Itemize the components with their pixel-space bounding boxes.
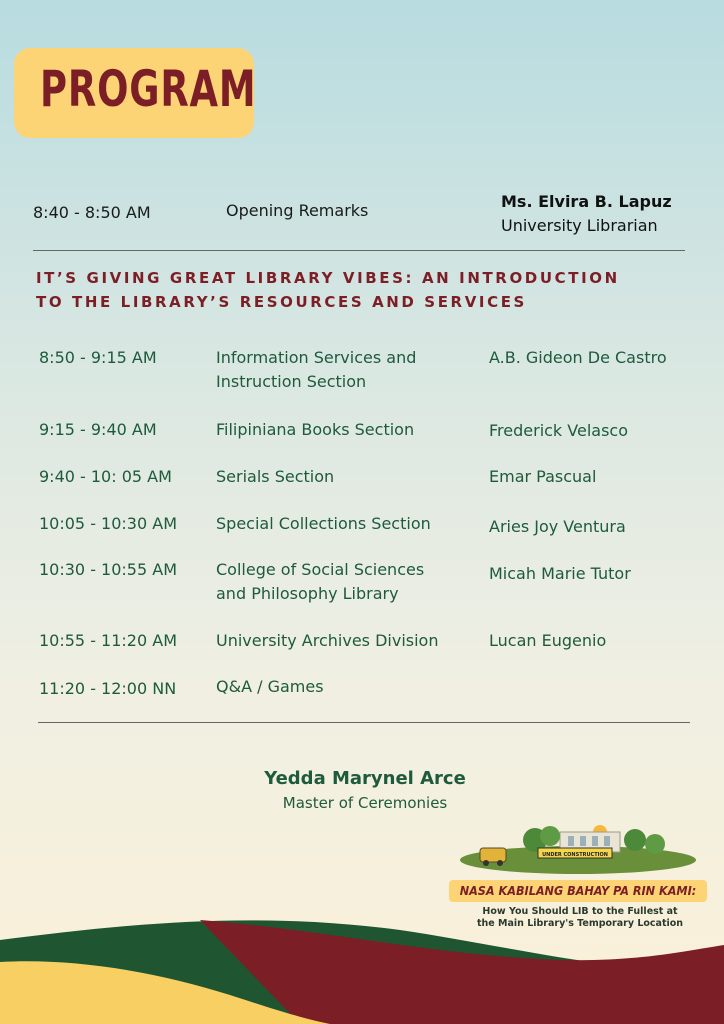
decorative-waves	[0, 900, 724, 1024]
schedule-time: 9:15 - 9:40 AM	[39, 420, 157, 439]
opening-speaker-role: University Librarian	[501, 216, 658, 235]
schedule-speaker: A.B. Gideon De Castro	[489, 348, 667, 367]
page-title: PROGRAM	[40, 60, 257, 118]
divider-bottom	[38, 722, 690, 723]
schedule-item	[216, 346, 466, 394]
schedule-item-line2: and Philosophy Library	[216, 584, 399, 603]
schedule-item-line1: College of Social Sciences	[216, 560, 425, 579]
divider-top	[33, 250, 685, 251]
tree-icon	[624, 829, 646, 851]
schedule-speaker: Aries Joy Ventura	[489, 517, 626, 536]
schedule-item-line2: Instruction Section	[216, 372, 367, 391]
logo-subtitle-line1: How You Should LIB to the Fullest at	[482, 906, 678, 917]
opening-item: Opening Remarks	[226, 201, 369, 220]
schedule-speaker: Frederick Velasco	[489, 421, 628, 440]
schedule-item-line1: Information Services and	[216, 348, 417, 367]
tree-icon	[645, 834, 665, 854]
section-title-line1: IT’S GIVING GREAT LIBRARY VIBES: AN INTRODUCTION	[36, 269, 620, 287]
tree-icon	[540, 826, 560, 846]
opening-time: 8:40 - 8:50 AM	[33, 203, 151, 222]
schedule-time: 11:20 - 12:00 NN	[39, 679, 177, 698]
jeepney-icon	[480, 848, 506, 862]
section-title	[36, 266, 676, 314]
schedule-time: 10:30 - 10:55 AM	[39, 560, 177, 579]
schedule-time: 8:50 - 9:15 AM	[39, 348, 157, 367]
schedule-item	[216, 558, 466, 606]
logo-title: NASA KABILANG BAHAY PA RIN KAMI:	[449, 880, 707, 902]
schedule-item: Filipiniana Books Section	[216, 420, 415, 439]
schedule-item: University Archives Division	[216, 631, 439, 650]
schedule-time: 10:55 - 11:20 AM	[39, 631, 177, 650]
schedule-time: 9:40 - 10: 05 AM	[39, 467, 172, 486]
schedule-item: Special Collections Section	[216, 514, 431, 533]
construction-sign-text: UNDER CONSTRUCTION	[542, 852, 608, 858]
emcee-name: Yedda Marynel Arce	[264, 768, 466, 789]
schedule-speaker: Emar Pascual	[489, 467, 597, 486]
logo-subtitle-line2: the Main Library's Temporary Location	[476, 918, 684, 929]
schedule-time: 10:05 - 10:30 AM	[39, 514, 177, 533]
section-title-line2: TO THE LIBRARY’S RESOURCES AND SERVICES	[36, 293, 527, 311]
schedule-item: Q&A / Games	[216, 677, 324, 696]
schedule-speaker: Micah Marie Tutor	[489, 564, 631, 583]
schedule-item: Serials Section	[216, 467, 335, 486]
emcee-role: Master of Ceremonies	[282, 794, 448, 812]
schedule-speaker: Lucan Eugenio	[489, 631, 607, 650]
opening-speaker: Ms. Elvira B. Lapuz	[501, 192, 672, 211]
